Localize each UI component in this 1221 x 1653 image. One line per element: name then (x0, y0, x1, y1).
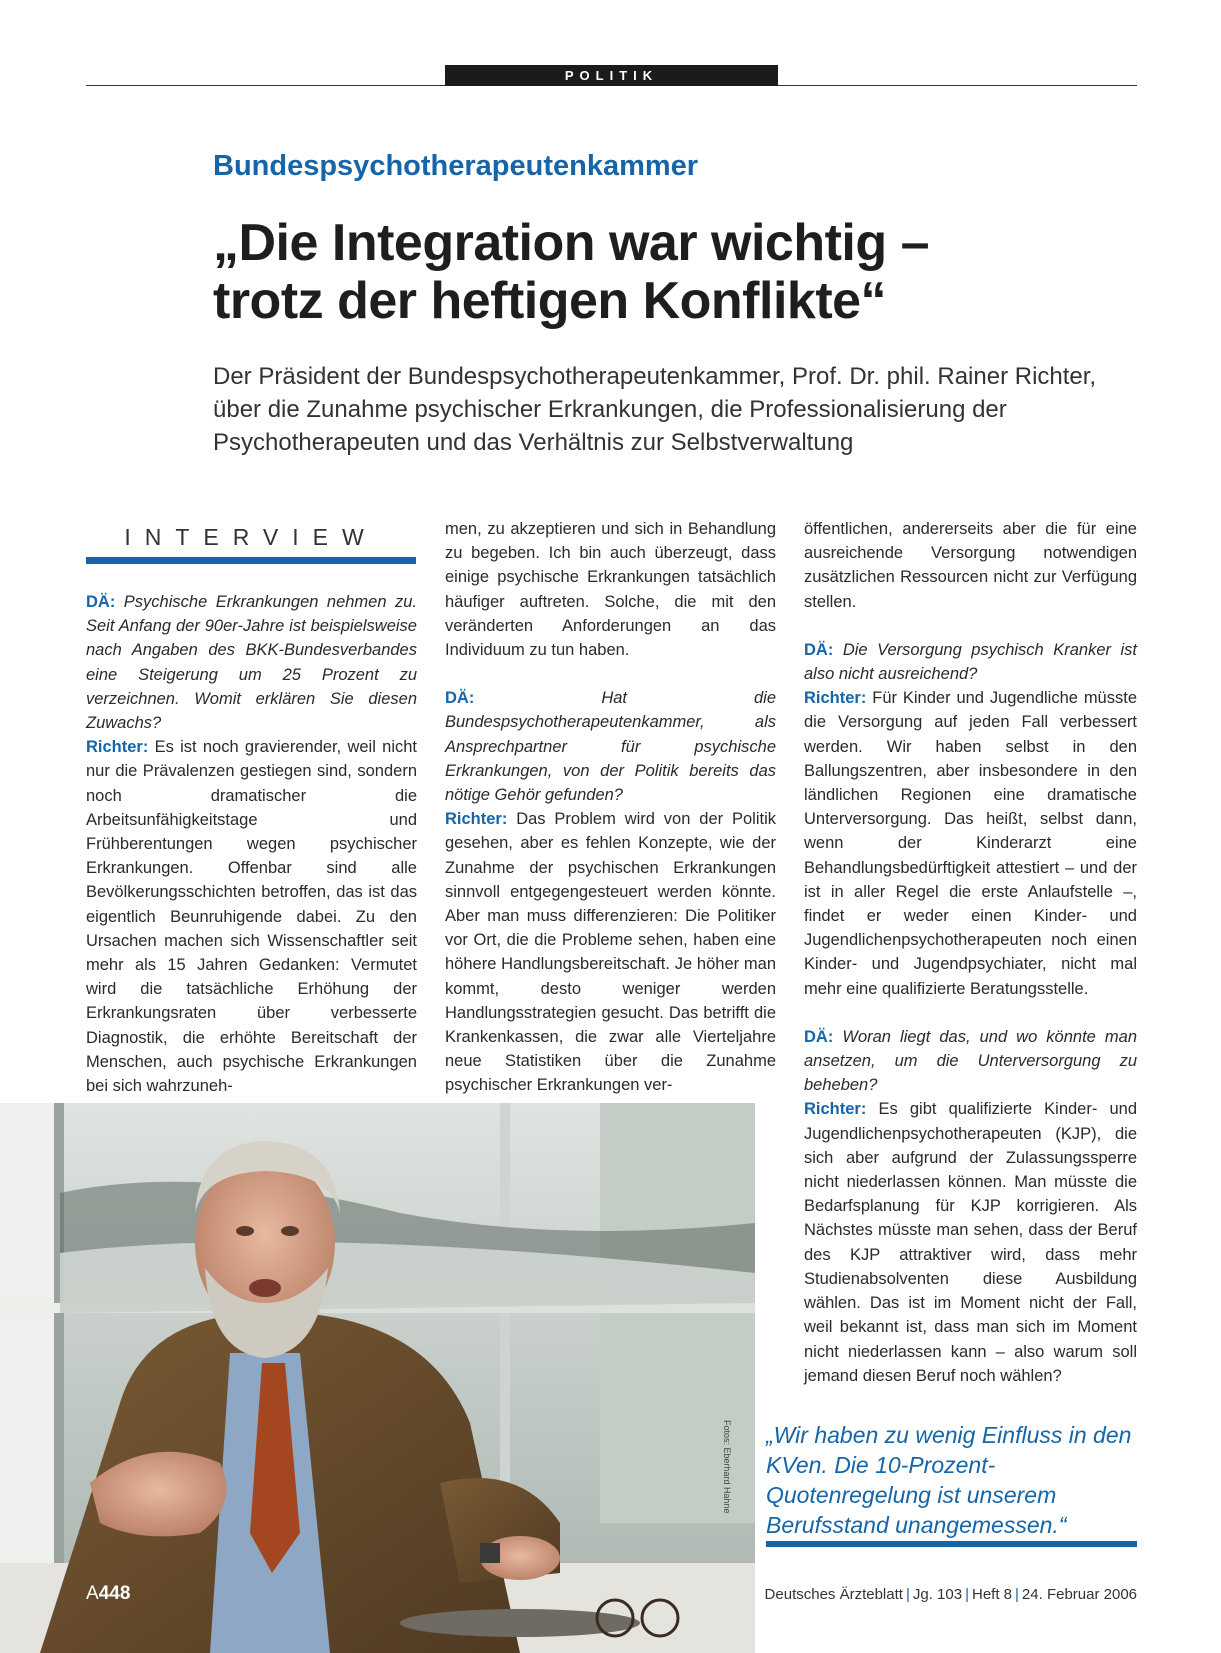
text-column-3 (804, 517, 1137, 1412)
text-column-2 (445, 517, 776, 1122)
speaker-interviewer: DÄ: (86, 593, 116, 611)
interview-label-bar (86, 557, 416, 564)
page-number (86, 1583, 130, 1605)
answer-text: Das Problem wird von der Politik gesehen, aber es fehlen Konzepte, wie der Zunahme der psychischen Erkrankungen sinnvoll entgegengesteuert werden könnte. Aber man muss differenzieren: Die Politiker vor Ort, die die Probleme sehen, haben eine höhere Handlungsbereitschaft. Je höher man kommt, desto weniger werden Handlungsstrategien gesucht. Das betrifft die Krankenkassen, die zwar alle Vierteljahre neue Statistiken über die Zunahme psychischer Erkrankungen ver- (445, 810, 776, 1095)
speaker-interviewer: DÄ: (804, 640, 834, 659)
portrait-photo (0, 1103, 755, 1653)
footer-separator: | (965, 1586, 969, 1603)
footer-separator: | (1015, 1586, 1019, 1603)
answer-text: men, zu akzeptieren und sich in Behandlung zu begeben. Ich bin auch überzeugt, dass einige psychische Erkrankungen tatsächlich häufiger auftreten. Solche, die mit den veränderten Anforderungen an das Individuum zu tun haben. (445, 520, 776, 660)
question-4 (804, 1025, 1137, 1098)
speaker-interviewee: Richter: (86, 738, 149, 757)
speaker-interviewee: Richter: (445, 810, 508, 829)
portrait-illustration (0, 1103, 755, 1653)
journal-volume: Jg. 103 (912, 1586, 963, 1603)
article-headline (213, 214, 1113, 330)
question-text: Psychische Erkrankungen nehmen zu. Seit Anfang der 90er-Jahre ist beispielsweise nach Angaben des BKK-Bundesverbandes eine Steigerung um 25 Prozent zu verzeichnen. Womit erklären Sie diesen Zuwachs? (86, 593, 417, 733)
journal-footer (764, 1586, 1137, 1603)
answer-text: Für Kinder und Jugendliche müsste die Versorgung auf jeden Fall verbessert werden. Wir haben selbst in den Ballungszentren, aber insbesondere in den ländlichen Regionen eine dramatische Unterversorgung. Das heißt, selbst dann, wenn der Kinderarzt eine Behandlungsbedürftigkeit attestiert – und der ist in aller Regel die erste Anlaufstelle –, findet er weder einen Kinder- und Jugendlichenpsychotherapeuten noch einen Kinder- und Jugendpsychiater, nicht mal mehr eine qualifizierte Beratungsstelle. (804, 689, 1137, 998)
journal-name: Deutsches Ärzteblatt (764, 1586, 903, 1603)
headline-line-2: trotz der heftigen Konflikte“ (213, 272, 887, 330)
answer-4 (804, 1097, 1137, 1387)
question-text: Woran liegt das, und wo könnte man ansetzen, um die Unterversorgung zu beheben? (804, 1027, 1137, 1095)
answer-2-continued (804, 517, 1137, 614)
question-2 (445, 686, 776, 807)
speaker-interviewee: Richter: (804, 1100, 867, 1119)
answer-3 (804, 686, 1137, 1001)
speaker-interviewee: Richter: (804, 689, 867, 708)
pull-quote-bar (766, 1541, 1137, 1547)
photo-credit: Fotos: Eberhard Hahne (722, 1420, 732, 1514)
headline-line-1: „Die Integration war wichtig – (213, 214, 929, 272)
speaker-interviewer: DÄ: (445, 689, 475, 708)
article-kicker: Bundespsychotherapeutenkammer (213, 150, 699, 182)
speaker-interviewer: DÄ: (804, 1027, 834, 1046)
answer-2 (445, 807, 776, 1097)
journal-date: 24. Februar 2006 (1021, 1586, 1137, 1603)
answer-text: Es gibt qualifizierte Kinder- und Jugendlichenpsychotherapeuten (KJP), die sich aber aufgrund der Zulassungssperre nicht niederlassen können. Man müsste die Bedarfsplanung für KJP korrigieren. Als Nächstes müsste man sehen, dass der Beruf des KJP attraktiver wird, dass mehr Studienabsolventen diese Ausbildung wählen. Das ist im Moment nicht der Fall, weil bekannt ist, dass man sich im Moment nicht niederlassen kann – also warum soll jemand diesen Beruf noch wählen? (804, 1100, 1137, 1385)
article-subhead: Der Präsident der Bundespsychotherapeutenkammer, Prof. Dr. phil. Rainer Richter, über die Zunahme psychischer Erkrankungen, die Professionalisierung der Psychotherapeuten und das Verhältnis zur Selbstverwaltung (213, 363, 1097, 456)
interview-label: INTERVIEW (124, 524, 378, 550)
answer-text: Es ist noch gravierender, weil nicht nur die Prävalenzen gestiegen sind, sondern noch dramatischer die Arbeitsunfähigkeitstage und Frühberentungen wegen psychischer Erkrankungen. Offenbar sind alle Bevölkerungsschichten betroffen, das ist das eigentlich Beunruhigende dabei. Zu den Ursachen machen sich Wissenschaftler seit mehr als 15 Jahren Gedanken: Vermutet wird die tatsächliche Erhöhung der Erkrankungsraten über verbesserte Diagnostik, die erhöhte Bereitschaft der Menschen, auch psychische Erkrankungen bei sich wahrzuneh- (86, 738, 417, 1096)
question-text: Die Versorgung psychisch Kranker ist also nicht ausreichend? (804, 640, 1137, 684)
footer-separator: | (905, 1586, 910, 1603)
page-prefix: A (86, 1583, 99, 1604)
question-text: Hat die Bundespsychotherapeutenkammer, als Ansprechpartner für psychische Erkrankungen, von der Politik bereits das nötige Gehör gefunden? (445, 689, 776, 805)
question-3 (804, 638, 1137, 686)
section-label: POLITIK (445, 65, 778, 86)
question-1 (86, 590, 417, 735)
journal-issue: Heft 8 (971, 1586, 1013, 1603)
pull-quote: „Wir haben zu wenig Einfluss in den KVen. Die 10-Prozent-Quotenregelung ist unserem Berufsstand unangemessen.“ (766, 1422, 1132, 1538)
page-number-value: 448 (98, 1583, 131, 1604)
text-column-1 (86, 590, 417, 1122)
answer-1 (86, 735, 417, 1098)
answer-1-continued (445, 517, 776, 662)
answer-text: öffentlichen, andererseits aber die für eine ausreichende Versorgung notwendigen zusätzlichen Ressourcen nicht zur Verfügung stellen. (804, 520, 1137, 611)
